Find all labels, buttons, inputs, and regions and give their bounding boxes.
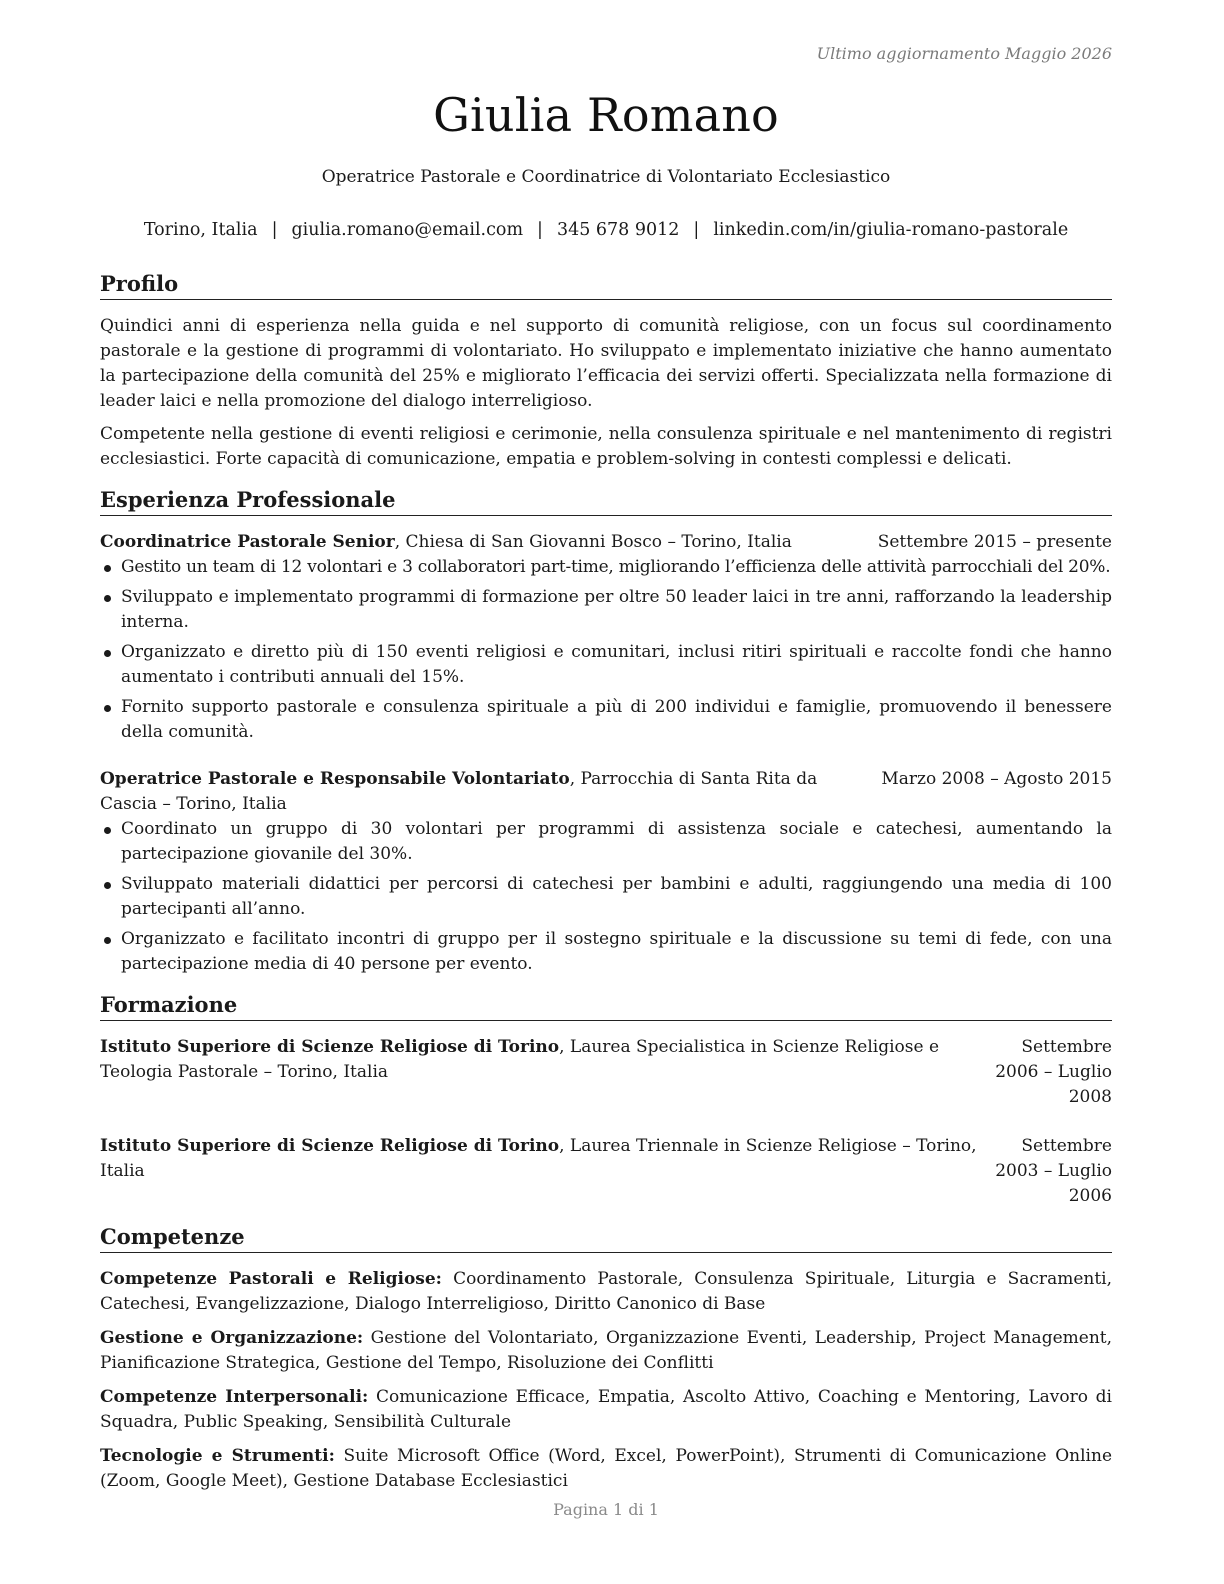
contact-line [100,220,1112,240]
page-number: Pagina 1 di 1 [553,1500,659,1519]
list-item: Gestito un team di 12 volontari e 3 collaboratori part-time, migliorando l’efficienza delle attività parrocchiali del 20%. [100,555,1112,580]
list-item: Fornito supporto pastorale e consulenza spirituale a più di 200 individui e famiglie, promuovendo il benessere della comunità. [100,695,1112,745]
last-updated: Ultimo aggiornamento Maggio 2026 [816,44,1112,63]
education-school: Istituto Superiore di Scienze Religiose di Torino [100,1136,560,1156]
skill-text: Suite Microsoft Office (Word, Excel, PowerPoint), Strumenti di Comunicazione Online (Zoom, Google Meet), Gestione Database Ecclesiastici [100,1446,1112,1491]
resume-body [100,270,1112,1503]
contact-separator: | [271,220,278,240]
section-title-experience: Esperienza Professionale [100,486,1112,516]
education-dates: Settembre 2006 – Luglio 2008 [995,1037,1112,1107]
education-entry [100,1035,1112,1110]
education-degree: , Laurea Specialistica in Scienze Religiose e Teologia Pastorale – Torino, Italia [100,1037,940,1082]
job-role: Coordinatrice Pastorale Senior [100,532,395,552]
job-organization: , Chiesa di San Giovanni Bosco – Torino, Italia [394,532,792,552]
profile-paragraph: Competente nella gestione di eventi religiosi e cerimonie, nella consulenza spirituale e nel mantenimento di registri ecclesiastici. Forte capacità di comunicazione, empatia e problem-solving in contesti complessi e delicati. [100,424,1112,469]
job-dates: Settembre 2015 – presente [877,532,1112,552]
section-title-profile: Profilo [100,270,1112,300]
list-item: Coordinato un gruppo di 30 volontari per programmi di assistenza sociale e catechesi, aumentando la partecipazione giovanile del 30%. [100,817,1112,867]
skill-label: Competenze Interpersonali: [100,1387,369,1407]
skill-label: Tecnologie e Strumenti: [100,1446,335,1466]
list-item: Organizzato e diretto più di 150 eventi religiosi e comunitari, inclusi ritiri spirituali e raccolte fondi che hanno aumentato i contributi annuali del 15%. [100,640,1112,690]
contact-separator: | [693,220,700,240]
skill-group [100,1267,1112,1317]
education-school: Istituto Superiore di Scienze Religiose di Torino [100,1037,560,1057]
contact-separator: | [537,220,543,240]
job-entry [100,767,1112,977]
skill-group [100,1444,1112,1494]
skill-label: Competenze Pastorali e Religiose: [100,1269,442,1289]
contact-location: Torino, Italia [143,220,258,240]
skill-label: Gestione e Organizzazione: [100,1328,364,1348]
job-header [100,530,1112,555]
section-title-education: Formazione [100,991,1112,1021]
experience-section [100,486,1112,977]
job-entry [100,530,1112,745]
list-item: Organizzato e facilitato incontri di gruppo per il sostegno spirituale e la discussione su temi di fede, con una partecipazione media di 40 persone per evento. [100,927,1112,977]
skills-section [100,1223,1112,1494]
skill-text: Coordinamento Pastorale, Consulenza Spirituale, Liturgia e Sacramenti, Catechesi, Evangelizzazione, Dialogo Interreligioso, Diritto Canonico di Base [100,1269,1112,1314]
resume-page [100,0,1112,1584]
contact-email[interactable]: giulia.romano@email.com [291,220,524,240]
list-item: Sviluppato e implementato programmi di formazione per oltre 50 leader laici in tre anni, rafforzando la leadership interna. [100,585,1112,635]
job-bullets [100,555,1112,745]
list-item: Sviluppato materiali didattici per percorsi di catechesi per bambini e adulti, raggiungendo una media di 100 partecipanti all’anno. [100,872,1112,922]
candidate-title: Operatrice Pastorale e Coordinatrice di Volontariato Ecclesiastico [321,167,891,187]
skill-text: Gestione del Volontariato, Organizzazione Eventi, Leadership, Project Management, Pianificazione Strategica, Gestione del Tempo, Risoluzione dei Conflitti [100,1328,1113,1373]
skill-group [100,1385,1112,1435]
skill-text: Comunicazione Efficace, Empatia, Ascolto Attivo, Coaching e Mentoring, Lavoro di Squadra, Public Speaking, Sensibilità Culturale [100,1387,1112,1432]
education-dates: Settembre 2003 – Luglio 2006 [995,1136,1112,1206]
education-degree: , Laurea Triennale in Scienze Religiose – Torino, Italia [100,1136,977,1181]
job-organization: , Parrocchia di Santa Rita da Cascia – Torino, Italia [100,769,818,814]
job-role: Operatrice Pastorale e Responsabile Volontariato [100,769,570,789]
skill-group [100,1326,1112,1376]
education-section [100,991,1112,1209]
candidate-name: Giulia Romano [433,88,779,142]
contact-phone: 345 678 9012 [556,220,680,240]
job-dates: Marzo 2008 – Agosto 2015 [881,769,1112,789]
job-bullets [100,817,1112,977]
profile-section [100,270,1112,472]
profile-paragraph: Quindici anni di esperienza nella guida e nel supporto di comunità religiose, con un focus sul coordinamento pastorale e la gestione di programmi di volontariato. Ho sviluppato e implementato iniziative che hanno aumentato la partecipazione della comunità del 25% e migliorato l’efficacia dei servizi offerti. Specializzata nella formazione di leader laici e nella promozione del dialogo interreligioso. [100,316,1112,411]
section-title-skills: Competenze [100,1223,1112,1253]
contact-linkedin[interactable]: linkedin.com/in/giulia-romano-pastorale [713,220,1069,240]
education-entry [100,1134,1112,1209]
job-header [100,767,1112,817]
